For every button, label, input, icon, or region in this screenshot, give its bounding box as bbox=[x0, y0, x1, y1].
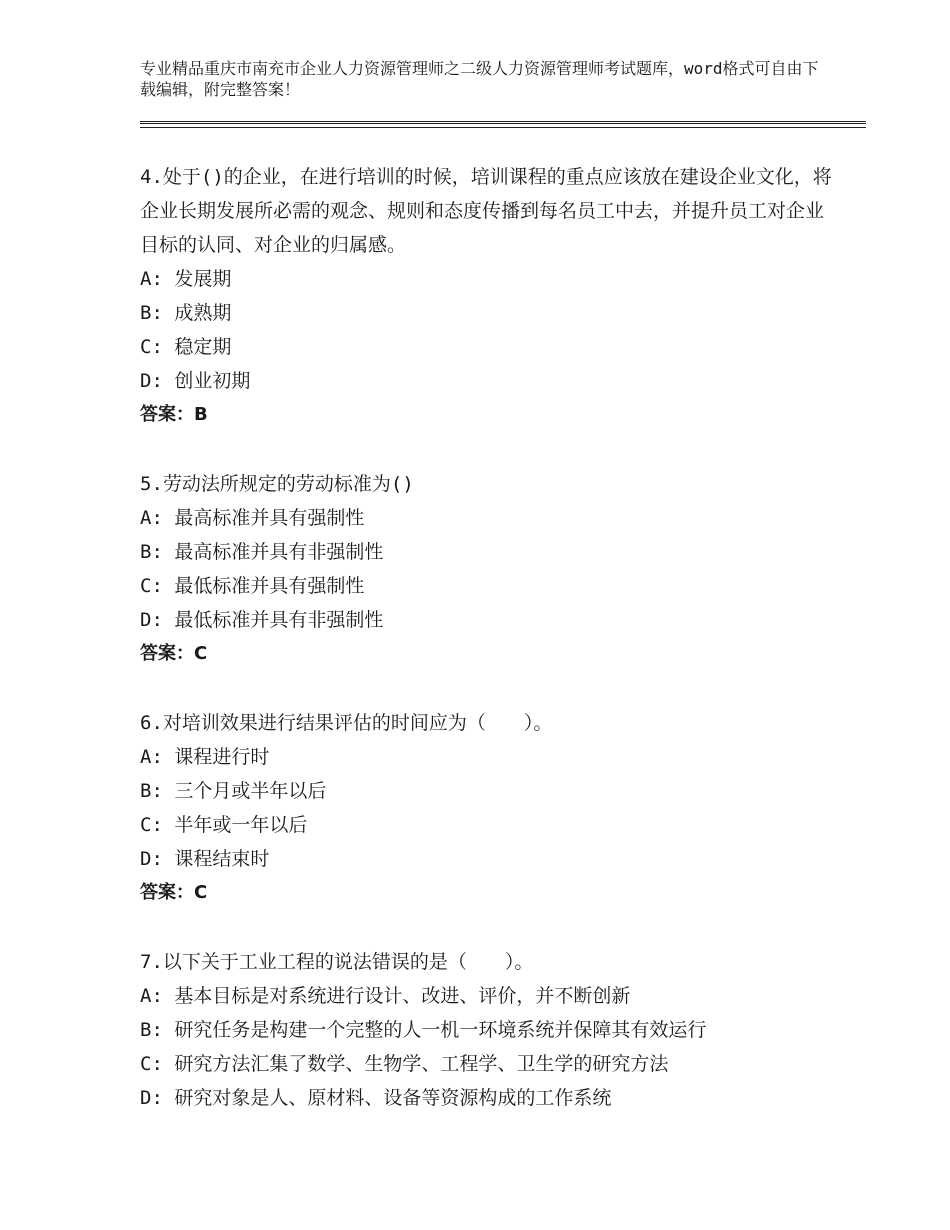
question-5 bbox=[140, 467, 840, 671]
option-c: C: 研究方法汇集了数学、生物学、工程学、卫生学的研究方法 bbox=[140, 1053, 669, 1075]
option-a: A: 发展期 bbox=[140, 268, 232, 290]
document-header: 专业精品重庆市南充市企业人力资源管理师之二级人力资源管理师考试题库，word格式可自由下载编辑，附完整答案！ bbox=[140, 59, 819, 99]
option-d: D: 研究对象是人、原材料、设备等资源构成的工作系统 bbox=[140, 1087, 612, 1109]
question-6 bbox=[140, 706, 840, 910]
question-stem: 7.以下关于工业工程的说法错误的是（ ）。 bbox=[140, 951, 534, 973]
answer-key: 答案：C bbox=[140, 882, 208, 903]
option-b: B: 成熟期 bbox=[140, 302, 232, 324]
option-b: B: 研究任务是构建一个完整的人一机一环境系统并保障其有效运行 bbox=[140, 1019, 707, 1041]
answer-key: 答案：C bbox=[140, 643, 208, 664]
option-c: C: 半年或一年以后 bbox=[140, 814, 308, 836]
header-divider bbox=[140, 121, 866, 128]
option-c: C: 最低标准并具有强制性 bbox=[140, 575, 365, 597]
option-d: D: 课程结束时 bbox=[140, 848, 270, 870]
question-list bbox=[140, 160, 840, 1150]
answer-key: 答案：B bbox=[140, 404, 208, 425]
option-a: A: 课程进行时 bbox=[140, 746, 270, 768]
option-b: B: 最高标准并具有非强制性 bbox=[140, 541, 384, 563]
option-d: D: 最低标准并具有非强制性 bbox=[140, 609, 384, 631]
option-a: A: 基本目标是对系统进行设计、改进、评价，并不断创新 bbox=[140, 985, 631, 1007]
option-c: C: 稳定期 bbox=[140, 336, 232, 358]
question-stem: 4.处于()的企业，在进行培训的时候，培训课程的重点应该放在建设企业文化，将企业长期发展所必需的观念、规则和态度传播到每名员工中去，并提升员工对企业目标的认同、对企业的归属感。 bbox=[140, 166, 832, 256]
option-a: A: 最高标准并具有强制性 bbox=[140, 507, 365, 529]
option-d: D: 创业初期 bbox=[140, 370, 251, 392]
question-4 bbox=[140, 160, 840, 432]
option-b: B: 三个月或半年以后 bbox=[140, 780, 327, 802]
question-stem: 6.对培训效果进行结果评估的时间应为（ ）。 bbox=[140, 712, 553, 734]
question-7 bbox=[140, 945, 840, 1115]
question-stem: 5.劳动法所规定的劳动标准为() bbox=[140, 473, 414, 495]
